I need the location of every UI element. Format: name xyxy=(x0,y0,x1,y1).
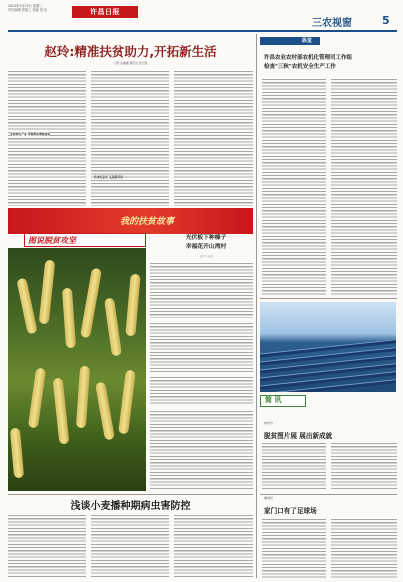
brief-news-1-column-1 xyxy=(262,442,326,490)
page-number: 5 xyxy=(382,14,390,27)
brief-tag: 简 讯 xyxy=(265,396,282,404)
wheat-article-divider xyxy=(8,494,253,495)
right-article-column-2 xyxy=(331,78,397,296)
brief-news-1-title: 脱贫图片展 展出新成就 xyxy=(264,432,333,440)
photo-story-title-line2: 幸福花开山湾村 xyxy=(185,244,227,250)
right-section-divider xyxy=(260,298,397,299)
story-banner-text: 我的扶贫故事 xyxy=(120,217,175,227)
wheat-photo xyxy=(8,248,146,491)
photo-story-title-line1: 光伏板下种榛子 xyxy=(185,235,227,241)
wheat-article-column-2 xyxy=(91,514,169,578)
main-article-title: 赵玲:精准扶贫助力,开拓新生活 xyxy=(44,44,217,59)
photo-story-caption xyxy=(150,262,253,318)
photo-story-title xyxy=(160,234,252,252)
right-headline-line2: 检查"三秋"农机安全生产工作 xyxy=(264,64,336,70)
photo-story-text-2 xyxy=(150,376,253,406)
page-column-divider xyxy=(256,34,257,578)
solar-panel-photo xyxy=(260,302,396,392)
section-name: 三农视窗 xyxy=(312,18,352,29)
right-headline-line1: 许昌农业农村部农机化管理司工作组 xyxy=(264,55,353,61)
wheat-article-column-1 xyxy=(8,514,86,578)
wheat-article-title: 浅谈小麦播种期病虫害防控 xyxy=(70,501,191,512)
header-date: 2024年4月23日 星期二 xyxy=(8,4,43,8)
main-article-subhead-1: 发展特色产业 带领群众增收致富 xyxy=(10,132,51,136)
main-article-column-3 xyxy=(174,70,253,206)
header-meta xyxy=(8,4,47,12)
right-section-tag-label: 纵览 xyxy=(302,38,313,44)
main-article-byline: 记者 张鑫鑫 通讯员 张志强 xyxy=(113,61,148,65)
main-article-column-2 xyxy=(91,70,169,206)
newspaper-logo: 许昌日报 xyxy=(72,6,138,18)
brief-news-1-column-2 xyxy=(331,442,397,490)
main-article-subhead-2: 传承好家风 弘扬新风尚 xyxy=(94,175,123,179)
main-article-column-1 xyxy=(8,70,86,206)
brief-news-2-location: 襄城县 xyxy=(264,496,274,500)
photo-story-byline: 记者 李 东 摄 xyxy=(199,255,213,258)
right-article-column-1 xyxy=(262,78,326,296)
wheat-article-column-3 xyxy=(174,514,253,578)
wheat-article-column-intro xyxy=(150,410,253,490)
header-editor: 责任编辑 张晓兰 美编 刘 岩 xyxy=(8,8,48,12)
brief-news-2-column-1 xyxy=(262,518,326,578)
brief-news-1-location: 禹州市 xyxy=(264,421,274,425)
brief-news-2-title: 家门口有了足球场 xyxy=(264,507,317,515)
photo-story-text xyxy=(150,322,253,372)
header-rule xyxy=(8,30,397,32)
brief-divider xyxy=(260,494,397,495)
brief-news-2-column-2 xyxy=(331,518,397,578)
photo-section-label: 图说脱贫攻坚 xyxy=(28,236,76,245)
